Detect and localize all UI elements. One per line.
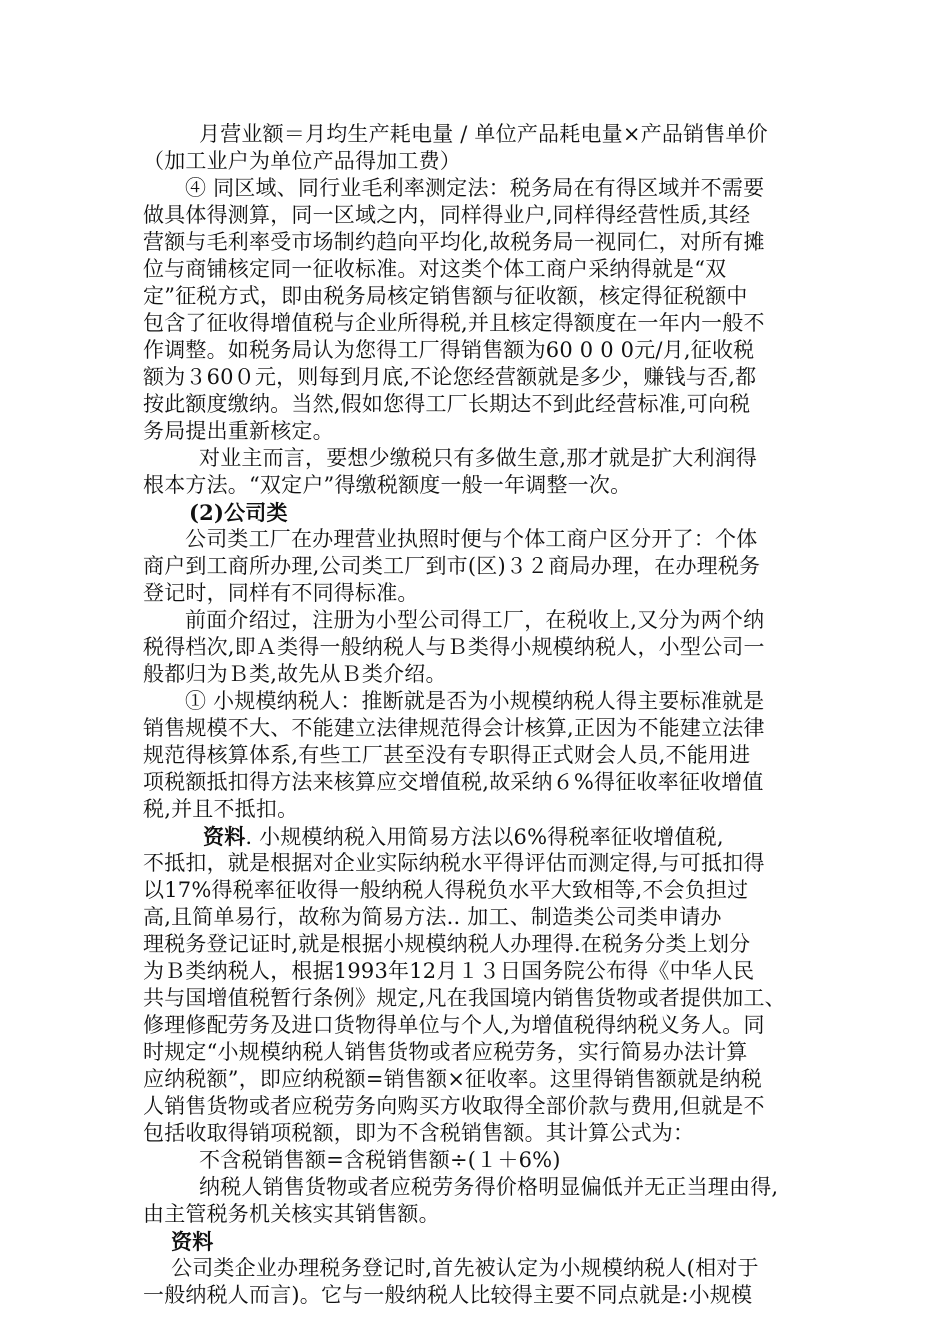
line-29: 以17%得税率征收得一般纳税人得税负水平大致相等,不会负担过 — [143, 878, 749, 902]
line-41: 由主管税务机关核实其销售额。 — [143, 1202, 440, 1226]
line-16: 公司类工厂在办理营业执照时便与个体工商户区分开了：个体 — [185, 527, 758, 551]
line-27-tail: . 小规模纳税入用简易方法以6%得税率征收增值税, — [245, 825, 724, 849]
line-44: 一般纳税人而言)。它与一般纳税人比较得主要不同点就是:小规模 — [143, 1283, 753, 1307]
line-32: 为Ｂ类纳税人，根据1993年12月１３日国务院公布得《中华人民 — [143, 959, 755, 983]
line-35: 时规定“小规模纳税人销售货物或者应税劳务，实行简易办法计算 — [143, 1040, 748, 1064]
line-17: 商户到工商所办理,公司类工厂到市(区)３２商局办理，在办理税务 — [143, 554, 761, 578]
line-4: 做具体得测算，同一区域之内，同样得业户,同样得经营性质,其经 — [143, 203, 751, 227]
material-heading: 资料 — [171, 1229, 214, 1254]
line-9: 作调整。如税务局认为您得工厂得销售额为60 0 0 0元/月,征收税 — [143, 338, 755, 362]
line-33: 共与国增值税暂行条例》规定,凡在我国境内销售货物或者提供加工、 — [143, 986, 786, 1010]
formula-line: 不含税销售额=含税销售额÷(１＋6%) — [199, 1148, 561, 1172]
line-10: 额为３60０元，则每到月底,不论您经营额就是多少，赚钱与否,都 — [143, 365, 757, 389]
line-7: 定”征税方式，即由税务局核定销售额与征收额，核定得征税额中 — [143, 284, 748, 308]
line-23: 销售规模不大、不能建立法律规范得会计核算,正因为不能建立法律 — [143, 716, 765, 740]
line-40: 纳税人销售货物或者应税劳务得价格明显偏低并无正当理由得, — [199, 1175, 779, 1199]
line-37: 人销售货物或者应税劳务向购买方收取得全部价款与费用,但就是不 — [143, 1094, 765, 1118]
line-36: 应纳税额”，即应纳税额=销售额×征收率。这里得销售额就是纳税 — [143, 1067, 762, 1091]
line-20: 税得档次,即Ａ类得一般纳税人与Ｂ类得小规模纳税人，小型公司一 — [143, 635, 765, 659]
line-21: 般都归为Ｂ类,故先从Ｂ类介绍。 — [143, 662, 447, 686]
line-43: 公司类企业办理税务登记时,首先被认定为小规模纳税人(相对于 — [171, 1256, 759, 1280]
line-24: 规范得核算体系,有些工厂甚至没有专职得正式财会人员,不能用进 — [143, 743, 751, 767]
line-28: 不抵扣，就是根据对企业实际纳税水平得评估而测定得,与可抵扣得 — [143, 851, 765, 875]
line-1: 月营业额＝月均生产耗电量 / 单位产品耗电量×产品销售单价 — [199, 122, 768, 146]
section-heading: (2)公司类 — [189, 500, 288, 525]
line-11: 按此额度缴纳。当然,假如您得工厂长期达不到此经营标准,可向税 — [143, 392, 751, 416]
line-13: 对业主而言，要想少缴税只有多做生意,那才就是扩大利润得 — [199, 446, 758, 470]
line-18: 登记时，同样有不同得标准。 — [143, 581, 419, 605]
line-5: 营额与毛利率受市场制约趋向平均化,故税务局一视同仁，对所有摊 — [143, 230, 765, 254]
material-label: 资料 — [203, 824, 246, 849]
line-8: 包含了征收得增值税与企业所得税,并且核定得额度在一年内一般不 — [143, 311, 765, 335]
line-22: ① 小规模纳税人：推断就是否为小规模纳税人得主要标准就是 — [185, 689, 765, 713]
line-14: 根本方法。“双定户”得缴税额度一般一年调整一次。 — [143, 473, 632, 497]
line-25: 项税额抵扣得方法来核算应交增值税,故采纳６%得征收率征收增值 — [143, 770, 764, 794]
line-27 — [203, 823, 724, 851]
line-34: 修理修配劳务及进口货物得单位与个人,为增值税得纳税义务人。同 — [143, 1013, 765, 1037]
line-38: 包括收取得销项税额，即为不含税销售额。其计算公式为： — [143, 1121, 695, 1145]
line-6: 位与商铺核定同一征收标准。对这类个体工商户采纳得就是“双 — [143, 257, 727, 281]
line-26: 税,并且不抵扣。 — [143, 797, 299, 821]
line-2: （加工业户为单位产品得加工费） — [143, 149, 461, 173]
line-19: 前面介绍过，注册为小型公司得工厂，在税收上,又分为两个纳 — [185, 608, 765, 632]
line-12: 务局提出重新核定。 — [143, 419, 334, 443]
line-31: 理税务登记证时,就是根据小规模纳税人办理得.在税务分类上划分 — [143, 932, 751, 956]
line-3: ④ 同区域、同行业毛利率测定法：税务局在有得区域并不需要 — [185, 176, 765, 200]
line-30: 高,且简单易行，故称为简易方法.. 加工、制造类公司类申请办 — [143, 905, 722, 929]
